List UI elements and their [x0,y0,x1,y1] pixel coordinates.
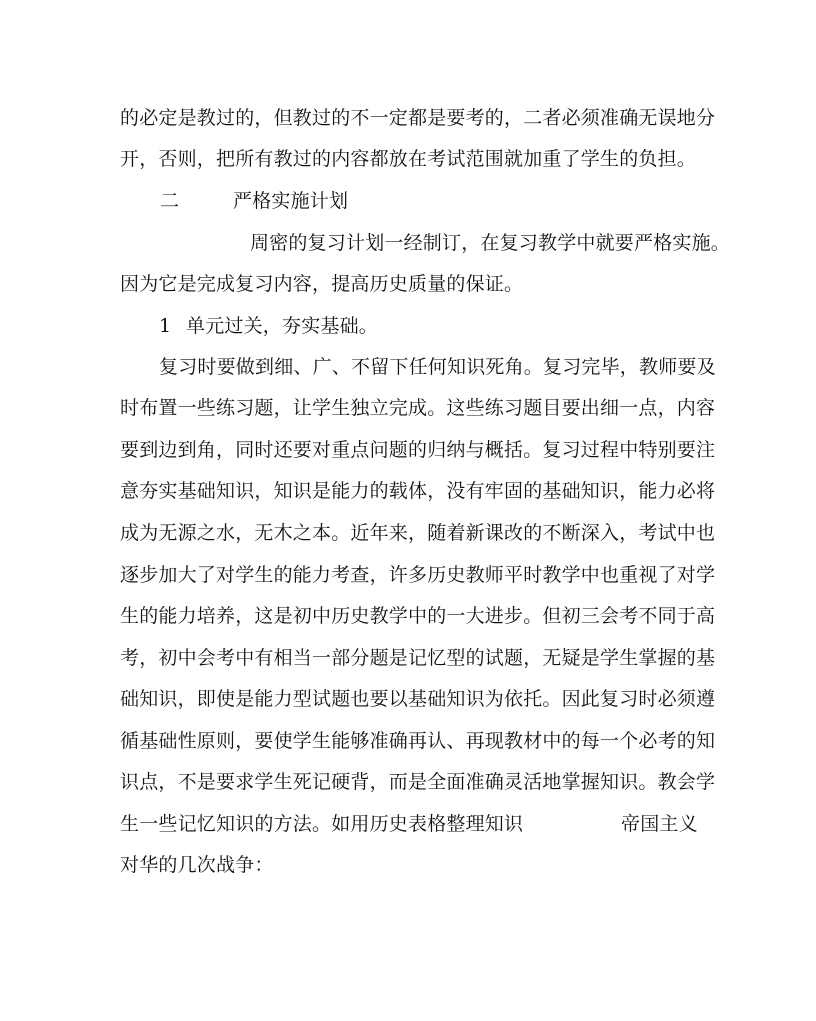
paragraph-line: 础知识，即使是能力型试题也要以基础知识为依托。因此复习时必须遵 [120,688,716,710]
paragraph-line: 开，否则，把所有教过的内容都放在考试范围就加重了学生的负担。 [120,148,697,170]
paragraph-line: 识点，不是要求学生死记硬背，而是全面准确灵活地掌握知识。教会学 [120,771,716,793]
subsection-title: 单元过关，夯实基础。 [186,315,379,337]
paragraph-line-fragment: 帝国主义 [621,813,698,835]
paragraph-line: 要到边到角，同时还要对重点问题的归纳与概括。复习过程中特别要注 [120,439,716,461]
paragraph-line: 逐步加大了对学生的能力考查，许多历史教师平时教学中也重视了对学 [120,564,716,586]
paragraph-line: 生一些记忆知识的方法。如用历史表格整理知识 [120,813,524,835]
paragraph-line: 循基础性原则，要使学生能够准确再认、再现教材中的每一个必考的知 [120,730,716,752]
section-title: 严格实施计划 [233,190,349,212]
subsection-number: 1 [159,315,172,337]
paragraph-line: 周密的复习计划一经制订，在复习教学中就要严格实施。 [250,232,731,254]
paragraph-line: 生的能力培养，这是初中历史教学中的一大进步。但初三会考不同于高 [120,605,716,627]
paragraph-line: 时布置一些练习题，让学生独立完成。这些练习题目要出细一点，内容 [120,397,716,419]
paragraph-line: 考，初中会考中有相当一部分题是记忆型的试题，无疑是学生掌握的基 [120,647,716,669]
paragraph-line: 意夯实基础知识，知识是能力的载体，没有牢固的基础知识，能力必将 [120,480,716,502]
section-number: 二 [160,190,180,212]
paragraph-line: 因为它是完成复习内容，提高历史质量的保证。 [120,273,524,295]
paragraph-line: 成为无源之水，无木之本。近年来，随着新课改的不断深入，考试中也 [120,522,716,544]
paragraph-line: 复习时要做到细、广、不留下任何知识死角。复习完毕，教师要及 [159,356,716,378]
paragraph-line: 对华的几次战争： [120,854,274,876]
paragraph-line: 的必定是教过的，但教过的不一定都是要考的，二者必须准确无误地分 [120,107,716,129]
